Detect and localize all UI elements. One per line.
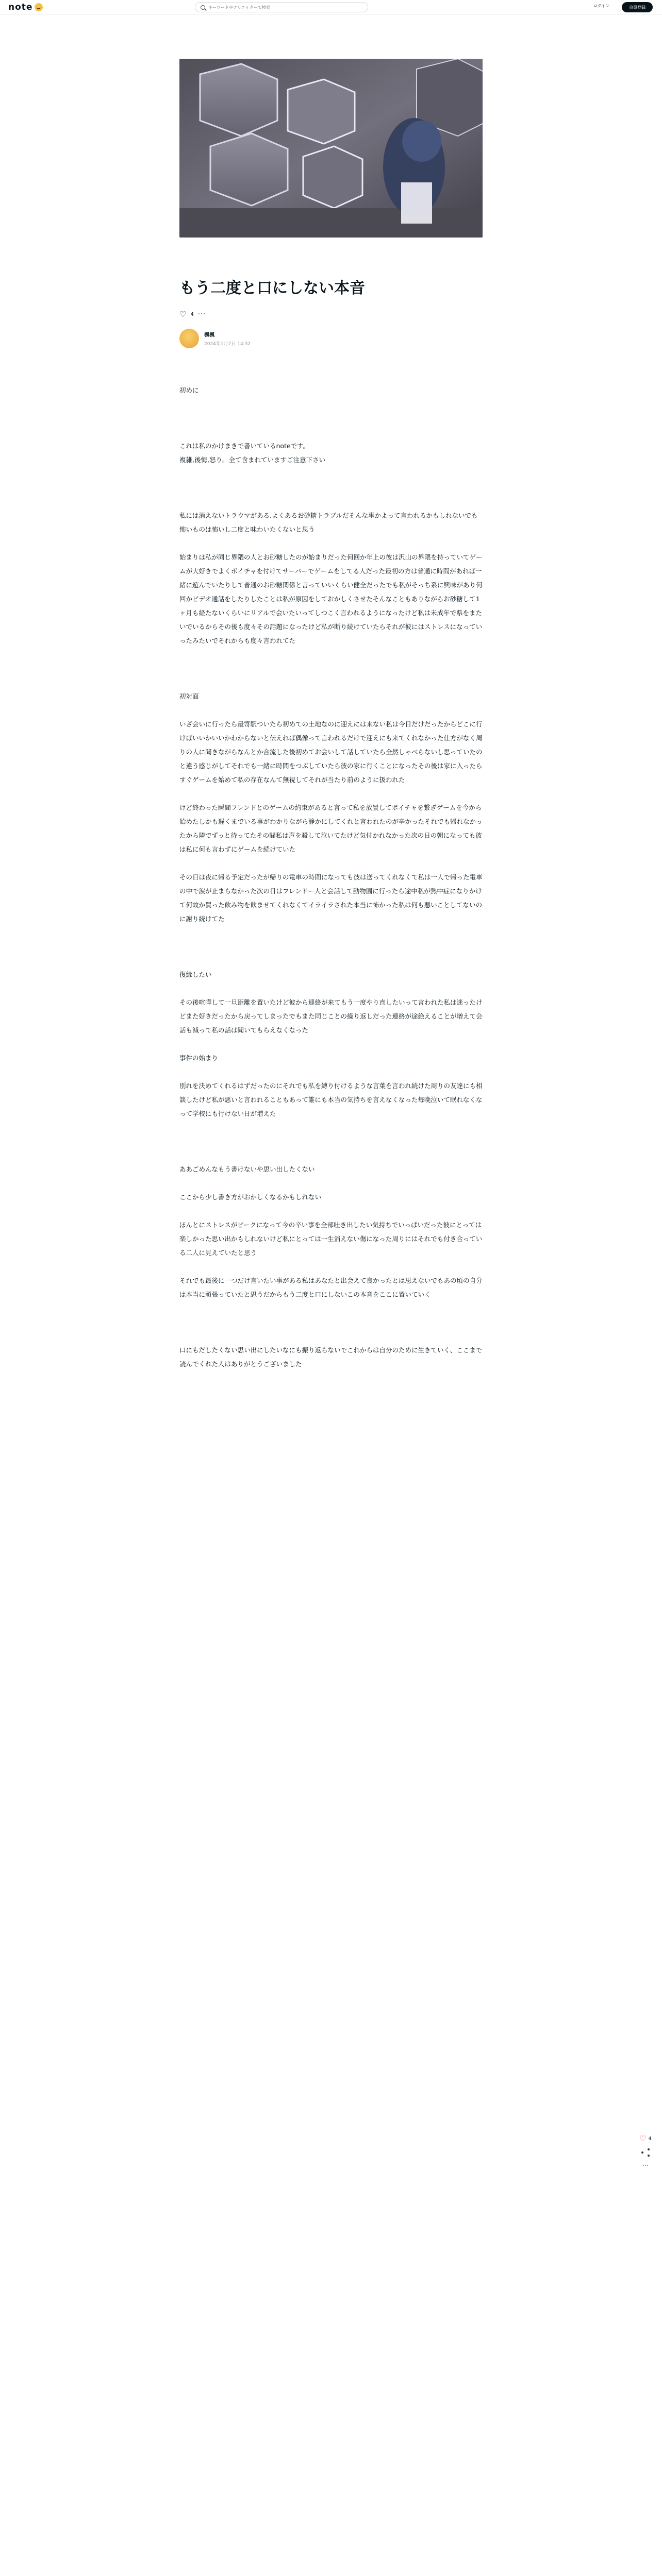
- paragraph: ああごめんなもう書けないや思い出したくない: [179, 1165, 315, 1173]
- article: [179, 14, 483, 1385]
- paragraph: けど終わった瞬間フレンドとのゲームの約束があると言って私を放置してボイチャを繋ぎゲームを今から始めたしかも遅くまでいる事がわかりながら静かにしてくれと言われたのが辛かったそれでも帰れなかったから隣でずっと待ってたその間私は声を殺して泣いてたけど気付かれなかった次の日の朝になっても彼は私に何も言わずにゲームを続けていた: [179, 804, 483, 853]
- paragraph: 別れを決めてくれるはずだったのにそれでも私を縛り付けるような言葉を言われ続けた周りの友達にも相談したけど私が悪いと言われることもあって誰にも本当の気持ちを言えなくなった毎晩泣いて眠れなくなって学校にも行けない日が増えた: [179, 1082, 483, 1117]
- note-logo[interactable]: [8, 2, 43, 12]
- avatar[interactable]: [179, 329, 199, 348]
- login-button[interactable]: ログイン: [593, 4, 609, 8]
- paragraph-spacer: [179, 481, 483, 509]
- paragraph: それでも最後に一つだけ言いたい事がある私はあなたと出会えて良かったとは思えないでもあの頃の自分は本当に頑張っていたと思うだからもう二度と口にしないこの本音をここに置いていく: [179, 1277, 483, 1298]
- search-box[interactable]: [195, 2, 368, 12]
- paragraph-spacer: [179, 662, 483, 689]
- paragraph: 口にもだしたくない思い出にしたいなにも振り返らないでこれからは自分のために生きていく、ここまで読んでくれた人はありがとうございました: [179, 1346, 483, 1368]
- share-icon[interactable]: [641, 2148, 650, 2157]
- floating-more-icon[interactable]: ···: [642, 2162, 649, 2169]
- author-name[interactable]: 楓楓: [204, 332, 214, 338]
- author-info: [179, 329, 483, 348]
- paragraph: いざ会いに行ったら最寄駅ついたら初めての土地なのに迎えには来ない私は今日だけだったからどこに行けばいいかいいかわからないと伝えれば偶像って言われるだけで迎えにも来てくれなかった仕方がなく周りの人に聞きながらなんとか合流した後初めてお会いして話していたら全然しゃべらないし思っていたのと違う感じがしてそれでも一緒に時間をつぶしていたら彼の家に行くことになったその後は家に入ったらすぐゲームを始めて私の存在なんて無視してそれが当たり前のように扱われた: [179, 720, 483, 784]
- paragraph: その日は夜に帰る予定だったが帰りの電車の時間になっても彼は送ってくれなくて私は一人で帰った電車の中で涙が止まらなかった次の日はフレンドー人と会話して動物園に行ったら途中私が熱中症になりかけて何故か買った飲み物を飲ませてくれなくてイライラされた本当に怖かった私は何も悪いことしてないのに謝り続けてた: [179, 873, 483, 923]
- signup-button[interactable]: 会員登録: [622, 2, 653, 12]
- paragraph: 私には消えないトラウマがある.よくあるお砂糖トラブルだそんな事かよって言われるかもしれないでも怖いものは怖いし二度と味わいたくないと思う: [179, 512, 478, 533]
- paragraph-spacer: [179, 1315, 483, 1343]
- article-body: [179, 383, 483, 1371]
- floating-like-count: 4: [648, 2136, 652, 2142]
- like-icon[interactable]: ♡: [179, 310, 187, 319]
- post-date: 2024年1月7日 14:32: [204, 342, 251, 347]
- paragraph: 復縁したい: [179, 971, 212, 978]
- logo-text: note: [8, 2, 33, 12]
- paragraph-spacer: [179, 411, 483, 439]
- paragraph-spacer: [179, 940, 483, 968]
- paragraph: これは私のかけまきで書いているnoteです。 複雑,後悔,怒り。全て含まれていますご注意下さい: [179, 442, 325, 464]
- hero-illustration: [179, 59, 483, 238]
- paragraph: 始まりは私が同じ界隈の人とお砂糖したのが始まりだった何回か年上の彼は沢山の界隈を持っていてゲームが大好きでよくボイチャを付けてサーバーでゲームをしてる人だった最初の方は普通に時間があれば一緒に遊んでいたりして普通のお砂糖関係と言っていいくらい健全だったでも私がそっち系に興味があり何回かビデオ通話をしたりしたことは私が原因をしておかしくさせたそんなこともありながらお砂糖して1ヶ月も経たないくらいにリアルで会いたいってしつこく言われるようになったけど私は未成年で県をまたいでいるからその後も度々その話題になったけど私が断り続けていたらそれが彼にはストレスになっていったみたいでそれからも度々言われてた: [179, 553, 483, 645]
- paragraph: その後喧嘩して一旦距離を置いたけど彼から連絡が来てもう一度やり直したいって言われた私は迷ったけどまた好きだったから戻ってしまったでもまた同じことの繰り返しだった連絡が途絶えることが増えて会話も減って私の話は聞いてもらえなくなった: [179, 998, 483, 1034]
- search-input[interactable]: [208, 5, 353, 10]
- paragraph: ここから少し書き方がおかしくなるかもしれない: [179, 1193, 322, 1201]
- floating-like-icon[interactable]: ♡: [639, 2134, 647, 2143]
- paragraph: 初対面: [179, 692, 199, 700]
- site-header: [0, 0, 662, 14]
- like-count: 4: [190, 312, 194, 317]
- article-title: もう二度と口にしない本音: [179, 279, 365, 297]
- hero-image: [179, 59, 483, 238]
- mascot-icon: [35, 3, 43, 11]
- floating-actions: [639, 2134, 652, 2169]
- more-options-icon[interactable]: ···: [197, 311, 206, 318]
- paragraph: 事件の始まり: [179, 1054, 219, 1062]
- search-icon: [201, 5, 205, 10]
- paragraph: ほんとにストレスがピークになって今の辛い事を全部吐き出したい気持ちでいっぱいだった彼にとっては楽しかった思い出かもしれないけど私にとっては一生消えない傷になった周りにはそれでも付き合っている二人に見えていたと思う: [179, 1221, 483, 1257]
- paragraph-spacer: [179, 1134, 483, 1162]
- article-actions: [179, 311, 483, 318]
- paragraph: 初めに: [179, 386, 199, 394]
